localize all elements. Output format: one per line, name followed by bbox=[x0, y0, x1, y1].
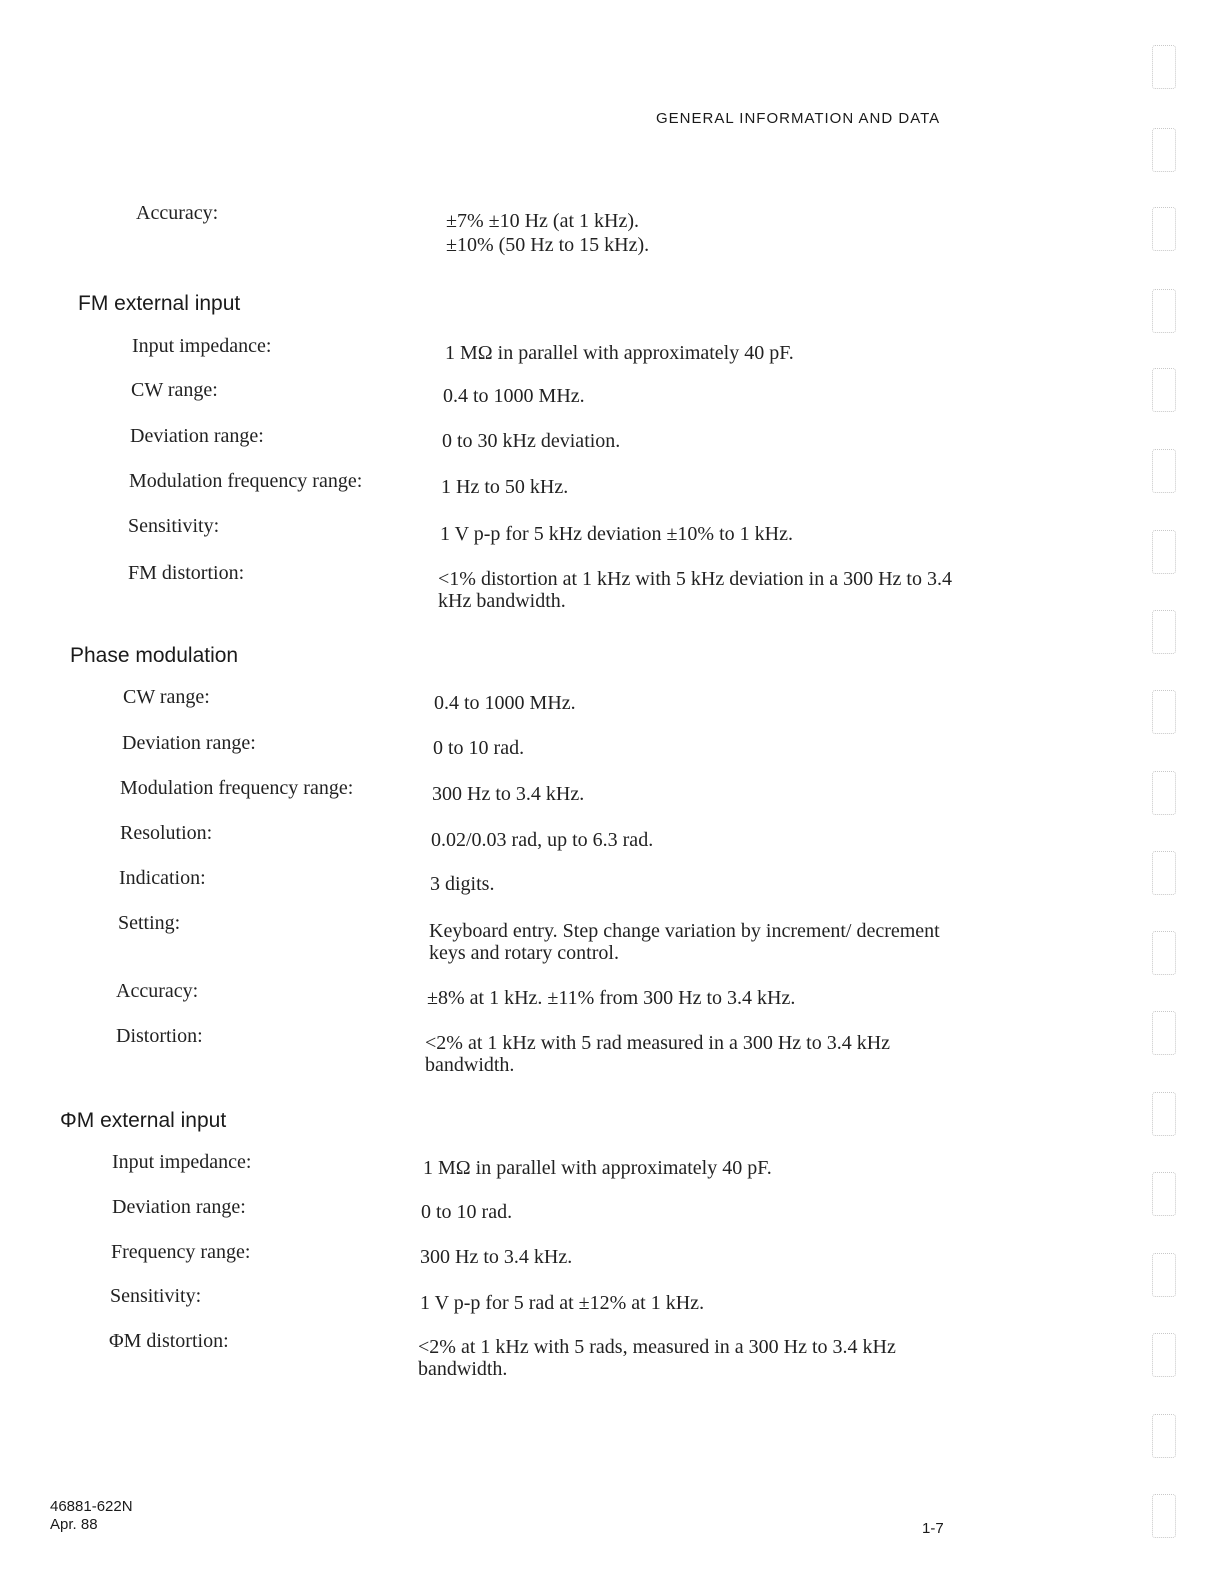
binder-mark bbox=[1152, 1494, 1176, 1538]
page-header: GENERAL INFORMATION AND DATA bbox=[656, 110, 941, 127]
phim-distortion-label: ΦM distortion: bbox=[109, 1330, 229, 1352]
fm-deviation-range-label: Deviation range: bbox=[130, 425, 264, 447]
binder-mark bbox=[1152, 1011, 1176, 1055]
binder-mark bbox=[1152, 368, 1176, 412]
fm-distortion-value: <1% distortion at 1 kHz with 5 kHz deviation in a 300 Hz to 3.4 kHz bandwidth. bbox=[438, 568, 952, 612]
binder-mark bbox=[1152, 1333, 1176, 1377]
accuracy-label: Accuracy: bbox=[136, 202, 219, 224]
fm-cw-range-value: 0.4 to 1000 MHz. bbox=[443, 385, 585, 407]
binder-mark bbox=[1152, 1092, 1176, 1136]
binder-mark bbox=[1152, 1253, 1176, 1297]
pm-deviation-range-value: 0 to 10 rad. bbox=[433, 737, 525, 759]
phim-frequency-range-value: 300 Hz to 3.4 kHz. bbox=[420, 1246, 573, 1268]
footer-page-number: 1-7 bbox=[922, 1520, 944, 1537]
binder-mark bbox=[1152, 530, 1176, 574]
fm-modulation-frequency-range-label: Modulation frequency range: bbox=[129, 470, 363, 492]
fm-distortion-label: FM distortion: bbox=[128, 562, 245, 584]
binder-mark bbox=[1152, 128, 1176, 172]
fm-deviation-range-value: 0 to 30 kHz deviation. bbox=[442, 430, 621, 452]
pm-distortion-label: Distortion: bbox=[116, 1025, 203, 1047]
pm-resolution-value: 0.02/0.03 rad, up to 6.3 rad. bbox=[431, 829, 654, 851]
binder-mark bbox=[1152, 1414, 1176, 1458]
pm-cw-range-value: 0.4 to 1000 MHz. bbox=[434, 692, 576, 714]
phim-sensitivity-label: Sensitivity: bbox=[110, 1285, 202, 1307]
binder-mark bbox=[1152, 449, 1176, 493]
fm-cw-range-label: CW range: bbox=[131, 379, 218, 401]
binder-mark bbox=[1152, 289, 1176, 333]
phim-input-impedance-value: 1 MΩ in parallel with approximately 40 pF. bbox=[423, 1157, 772, 1179]
binder-mark bbox=[1152, 207, 1176, 251]
section-title-phase-modulation: Phase modulation bbox=[70, 644, 239, 667]
phim-distortion-value: <2% at 1 kHz with 5 rads, measured in a 300 Hz to 3.4 kHz bandwidth. bbox=[418, 1336, 896, 1380]
pm-indication-label: Indication: bbox=[119, 867, 206, 889]
accuracy-value-line2: ±10% (50 Hz to 15 kHz). bbox=[446, 234, 650, 256]
section-title-fm-external-input: FM external input bbox=[78, 292, 241, 315]
phim-deviation-range-label: Deviation range: bbox=[112, 1196, 246, 1218]
pm-indication-value: 3 digits. bbox=[430, 873, 495, 895]
pm-setting-value: Keyboard entry. Step change variation by increment/ decrement keys and rotary control. bbox=[429, 920, 940, 964]
pm-modulation-frequency-range-value: 300 Hz to 3.4 kHz. bbox=[432, 783, 585, 805]
phim-input-impedance-label: Input impedance: bbox=[112, 1151, 252, 1173]
binder-mark bbox=[1152, 690, 1176, 734]
fm-input-impedance-value: 1 MΩ in parallel with approximately 40 pF. bbox=[445, 342, 794, 364]
phim-sensitivity-value: 1 V p-p for 5 rad at ±12% at 1 kHz. bbox=[420, 1292, 705, 1314]
pm-resolution-label: Resolution: bbox=[120, 822, 213, 844]
pm-setting-label: Setting: bbox=[118, 912, 181, 934]
fm-input-impedance-label: Input impedance: bbox=[132, 335, 272, 357]
pm-accuracy-label: Accuracy: bbox=[116, 980, 199, 1002]
pm-distortion-value: <2% at 1 kHz with 5 rad measured in a 300 Hz to 3.4 kHz bandwidth. bbox=[425, 1032, 891, 1076]
binder-mark bbox=[1152, 771, 1176, 815]
footer-date: Apr. 88 bbox=[50, 1516, 98, 1533]
fm-sensitivity-label: Sensitivity: bbox=[128, 515, 220, 537]
pm-cw-range-label: CW range: bbox=[123, 686, 210, 708]
footer-doc-number: 46881-622N bbox=[50, 1498, 133, 1515]
phim-deviation-range-value: 0 to 10 rad. bbox=[421, 1201, 513, 1223]
binder-mark bbox=[1152, 610, 1176, 654]
binder-mark bbox=[1152, 1172, 1176, 1216]
binder-mark bbox=[1152, 851, 1176, 895]
pm-modulation-frequency-range-label: Modulation frequency range: bbox=[120, 777, 354, 799]
fm-sensitivity-value: 1 V p-p for 5 kHz deviation ±10% to 1 kHz. bbox=[440, 523, 793, 545]
fm-modulation-frequency-range-value: 1 Hz to 50 kHz. bbox=[441, 476, 569, 498]
pm-deviation-range-label: Deviation range: bbox=[122, 732, 256, 754]
binder-mark bbox=[1152, 931, 1176, 975]
binder-mark bbox=[1152, 45, 1176, 89]
pm-accuracy-value: ±8% at 1 kHz. ±11% from 300 Hz to 3.4 kHz. bbox=[427, 987, 796, 1009]
phim-frequency-range-label: Frequency range: bbox=[111, 1241, 251, 1263]
section-title-phim-external-input: ΦM external input bbox=[60, 1109, 227, 1132]
accuracy-value-line1: ±7% ±10 Hz (at 1 kHz). bbox=[446, 210, 640, 232]
